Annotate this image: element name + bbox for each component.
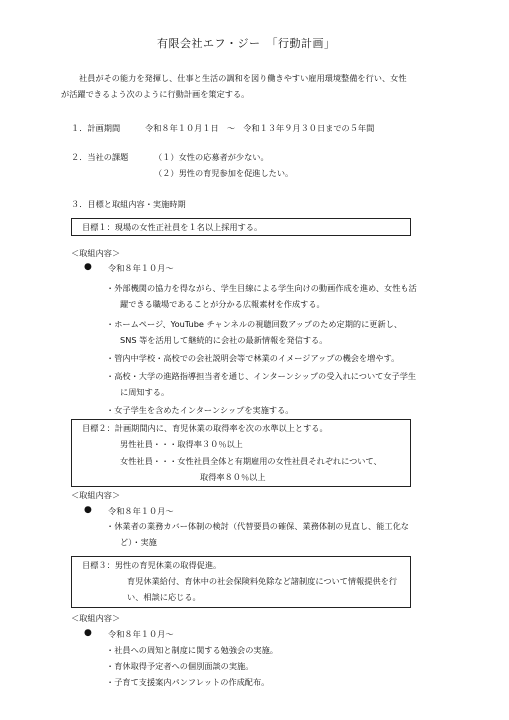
goal1-item-2-line-1: ・ホームページ、YouTube チャンネルの視聴回数アップのため定期的に更新し、 xyxy=(106,319,403,329)
section2-item-2: （２）男性の育児参加を促進したい。 xyxy=(154,168,294,178)
goal2-line-3: 女性社員・・・女性社員全体と有期雇用の女性社員それぞれについて、 xyxy=(120,456,382,466)
goal2-heading: ＜取組内容＞ xyxy=(71,490,121,500)
goal3-line-3: い、相談に応じる。 xyxy=(127,592,201,602)
goal3-line-2: 育児休業給付、育休中の社会保険料免除など諸制度について情報提供を行 xyxy=(127,576,398,586)
section3-label: ３．目標と取組内容・実施時期 xyxy=(71,199,186,209)
goal1-date: 令和８年１０月～ xyxy=(108,263,174,273)
goal3-heading: ＜取組内容＞ xyxy=(71,613,121,623)
goal1-item-1-line-1: ・外部機関の協力を得ながら、学生目線による学生向けの動画作成を進め、女性も活 xyxy=(106,283,417,293)
section1-text: 令和８年１０月１日 ～ 令和１３年９月３０日までの５年間 xyxy=(145,123,375,133)
goal2-line-2: 男性社員・・・取得率３０％以上 xyxy=(120,439,243,449)
goal1-box xyxy=(71,218,411,236)
section2-label: ２．当社の課題 xyxy=(71,152,129,162)
goal2-item-line-1: ・休業者の業務カバー体制の検討（代替要員の確保、業務体制の見直し、能工化な xyxy=(106,521,409,531)
goal1-item-2-line-2: SNS 等を活用して継続的に会社の最新情報を発信する。 xyxy=(120,335,328,345)
goal2-bullet-icon: ● xyxy=(84,505,92,515)
goal1-item-3: ・管内中学校・高校での会社説明会等で林業のイメージアップの機会を増やす。 xyxy=(106,353,400,363)
goal1-text: 目標１：現場の女性正社員を１名以上採用する。 xyxy=(82,222,263,232)
goal1-item-4-line-2: に周知する。 xyxy=(120,387,170,397)
goal1-item-1-line-2: 躍できる職場であることが分かる広報素材を作成する。 xyxy=(120,299,325,309)
goal2-line-4: 取得率８０％以上 xyxy=(200,472,266,482)
goal1-bullet-icon: ● xyxy=(84,262,92,272)
goal2-line-1: 目標２：計画期間内に、育児休業の取得率を次の水準以上とする。 xyxy=(82,423,328,433)
goal3-item-3: ・子育て支援案内パンフレットの作成配布。 xyxy=(106,677,270,687)
goal2-item-line-2: ど）・実施 xyxy=(120,537,157,547)
goal1-heading: ＜取組内容＞ xyxy=(71,248,121,258)
goal3-bullet-icon: ● xyxy=(84,628,92,638)
section2-item-1: （１）女性の応募者が少ない。 xyxy=(154,152,269,162)
goal3-item-1: ・社員への周知と制度に関する勉強会の実施。 xyxy=(106,645,278,655)
goal2-box xyxy=(71,419,411,487)
goal3-line-1: 目標３：男性の育児休業の取得促進。 xyxy=(82,560,222,570)
goal1-item-5: ・女子学生を含めたインターンシップを実施する。 xyxy=(106,405,294,415)
goal3-box xyxy=(71,556,411,608)
goal3-date: 令和８年１０月～ xyxy=(108,629,174,639)
section1-label: １．計画期間 xyxy=(71,123,121,133)
intro-line-2: が活躍できるよう次のように行動計画を策定する。 xyxy=(61,89,250,99)
goal1-item-4-line-1: ・高校・大学の進路指導担当者を通じ、インターンシップの受入れについて女子学生 xyxy=(106,371,417,381)
intro-line-1: 社員がその能力を発揮し、仕事と生活の調和を図り働きやすい雇用環境整備を行い、女性 xyxy=(79,73,407,83)
goal2-date: 令和８年１０月～ xyxy=(108,506,174,516)
goal3-item-2: ・育休取得予定者への個別面談の実施。 xyxy=(106,661,254,671)
document-title: 有限会社エフ・ジー 「行動計画」 xyxy=(157,37,336,50)
